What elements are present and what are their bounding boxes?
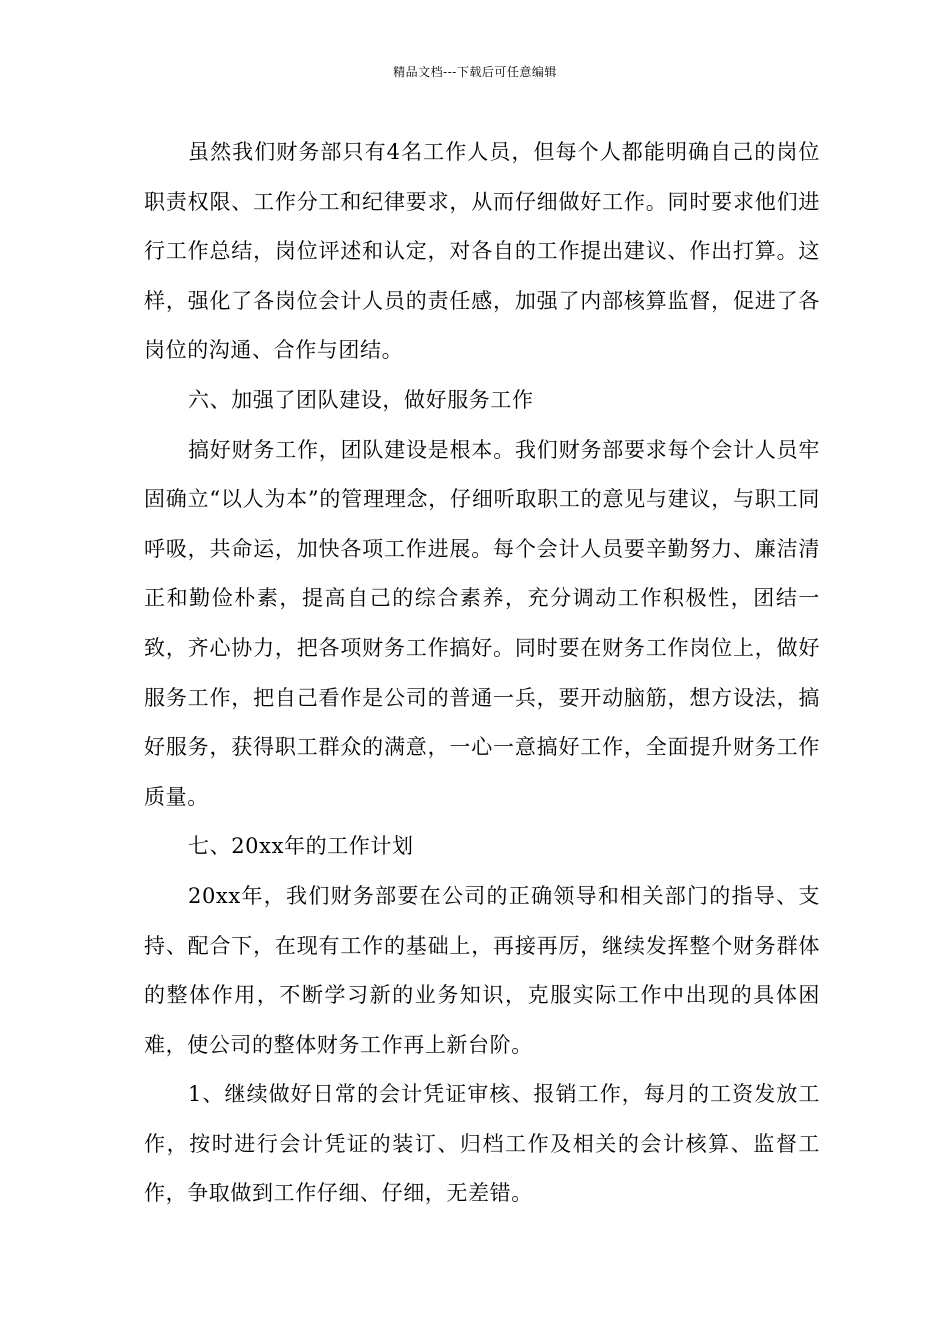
document-body [144,128,820,1219]
paragraph-team-building: 搞好财务工作，团队建设是根本。我们财务部要求每个会计人员牢固确立“以人为本”的管理理念，仔细听取职工的意见与建议，与职工同呼吸，共命运，加快各项工作进展。每个会计人员要辛勤努力、廉洁清正和勤俭朴素，提高自己的综合素养，充分调动工作积极性，团结一致，齐心协力，把各项财务工作搞好。同时要在财务工作岗位上，做好服务工作，把自己看作是公司的普通一兵，要开动脑筋，想方设法，搞好服务，获得职工群众的满意，一心一意搞好工作，全面提升财务工作质量。 [144,437,820,809]
paragraph-work-plan: 20xx年，我们财务部要在公司的正确领导和相关部门的指导、支持、配合下，在现有工作的基础上，再接再厉，继续发挥整个财务群体的整体作用，不断学习新的业务知识，克服实际工作中出现的具体困难，使公司的整体财务工作再上新台阶。 [144,883,820,1057]
page-header: 精品文档---下载后可任意编辑 [393,65,557,79]
section-heading-team-building: 六、加强了团队建设，做好服务工作 [188,387,534,412]
paragraph-plan-item-1: 1、继续做好日常的会计凭证审核、报销工作，每月的工资发放工作，按时进行会计凭证的装订、归档工作及相关的会计核算、监督工作，争取做到工作仔细、仔细，无差错。 [144,1082,820,1206]
paragraph-team-responsibility: 虽然我们财务部只有4名工作人员，但每个人都能明确自己的岗位职责权限、工作分工和纪律要求，从而仔细做好工作。同时要求他们进行工作总结，岗位评述和认定，对各自的工作提出建议、作出打算。这样，强化了各岗位会计人员的责任感，加强了内部核算监督，促进了各岗位的沟通、合作与团结。 [144,140,820,363]
section-heading-work-plan: 七、20xx年的工作计划 [188,834,414,859]
